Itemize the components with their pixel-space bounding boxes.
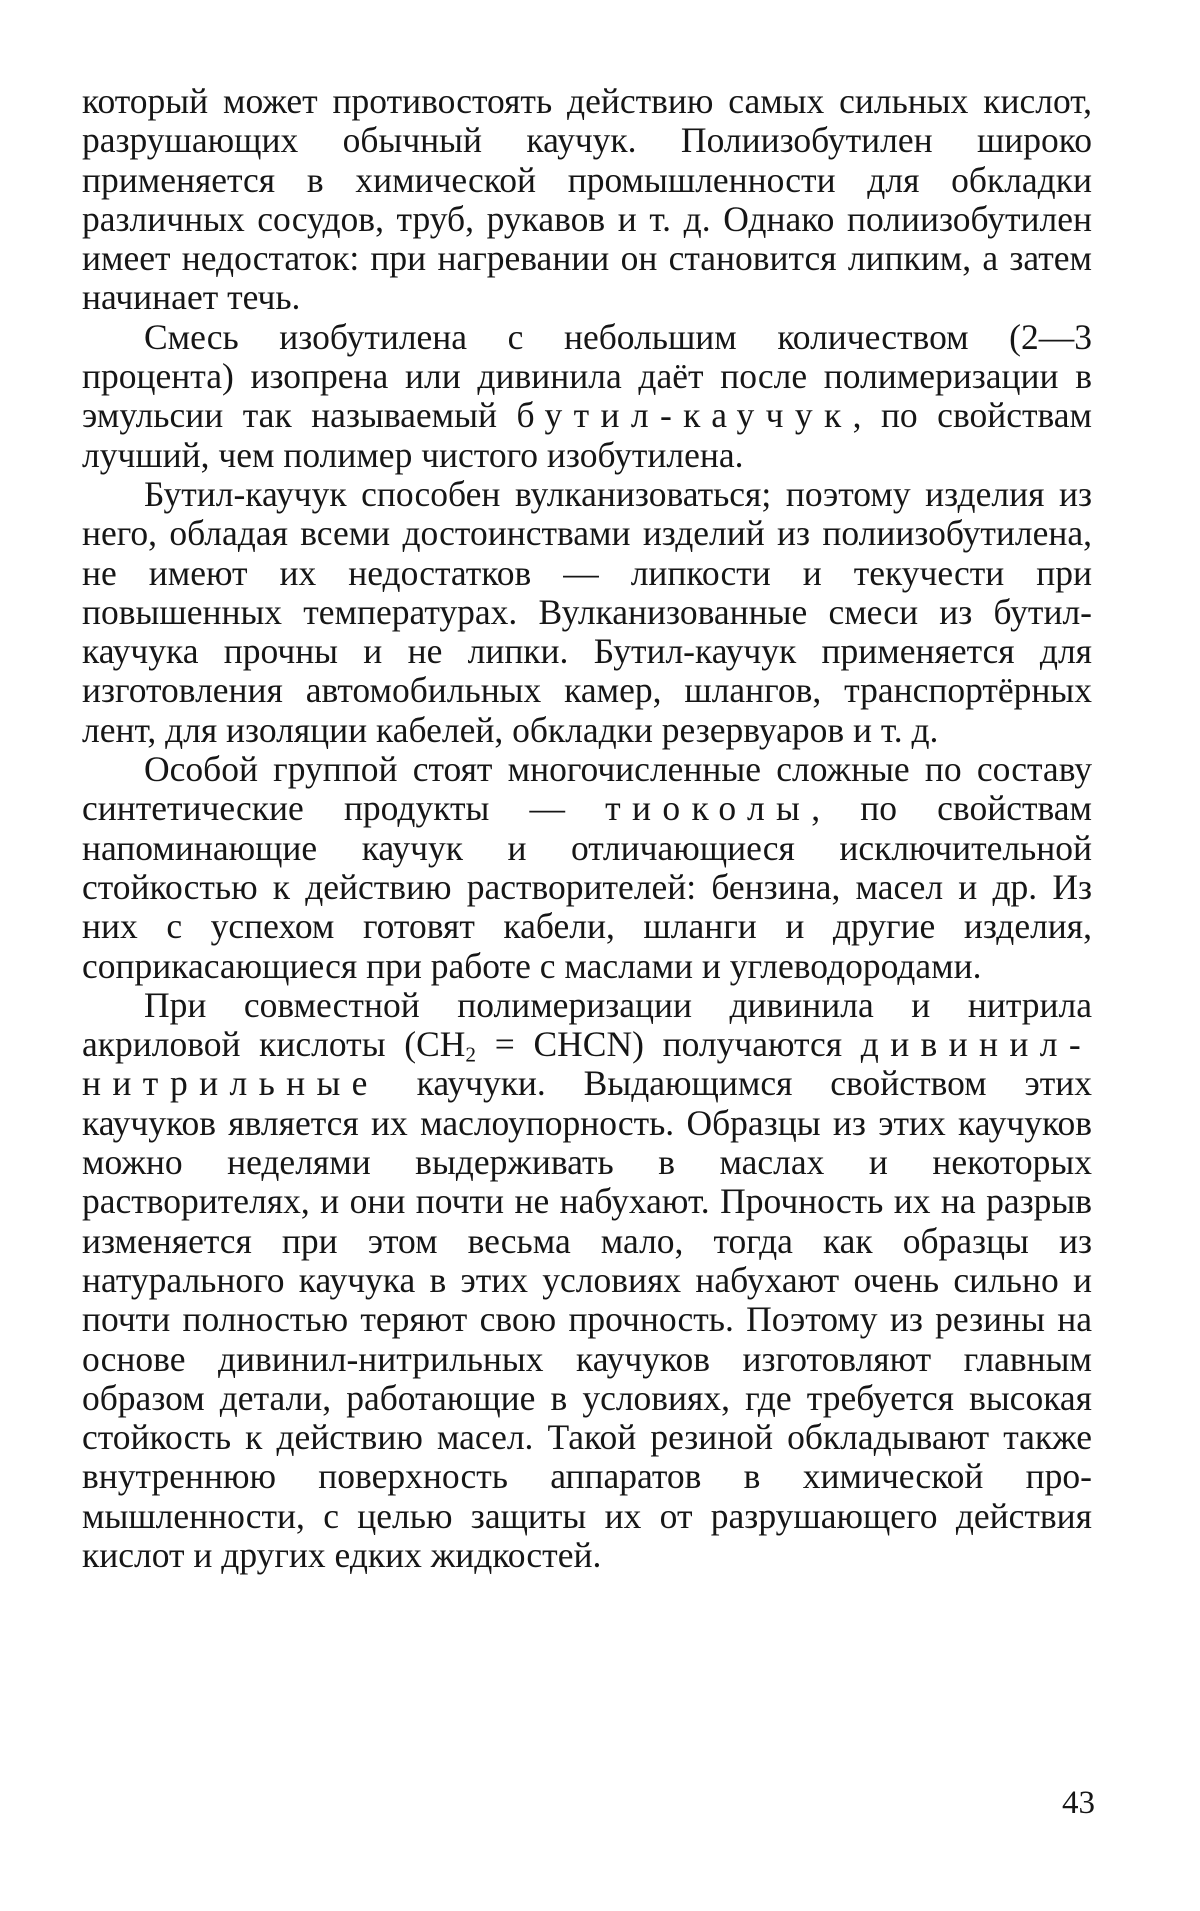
paragraph-5-text-a: При совместной полимеризации дивинила и нитрила акриловой кислоты (CH xyxy=(82,984,1092,1065)
paragraph-5-text-c: каучуки. Выдающимся свойством этих каучуков является их маслоупорность. Образцы из этих каучуков можно неделями выдерживать в маслах и некоторых растворителях, и они почти не набухают. Прочность их на разрыв изменяется при этом весьма мало, тогда как образцы из натурального каучука в этих условиях набухают очень сильно и почти полностью теряют свою прочность. Поэтому из резины на основе дивинил-нитрильных каучуков изготовляют главным образом детали, работающие в условиях, где требуется высокая стойкость к действию масел. Такой резиной обкладывают также внутреннюю поверхность аппаратов в химической промышленности, с целью защиты их от разрушающего действия кислот и других едких жидкостей. xyxy=(82,1063,1092,1575)
page-number: 43 xyxy=(1062,1785,1095,1821)
paragraph-1-text: который может противостоять действию самых сильных кислот, разрушающих обычный каучук. Полиизобутилен широко применяется в химической промышленности для обкладки различных сосудов, труб, рукавов и т. д. Однако полиизобутилен имеет недостаток: при нагревании он становится липким, а затем начинает течь. xyxy=(82,81,1092,318)
paragraph-5 xyxy=(82,986,1092,1575)
paragraph-4-text-b: , по свойствам напоминающие каучук и отличающиеся исключительной стойкостью к действию растворителей: бензина, масел и др. Из них с успехом готовят кабели, шланги и другие изделия, соприкасающиеся при работе с маслами и углеводородами. xyxy=(82,788,1092,986)
paragraph-4-text-a: Особой группой стоят многочисленные сложные по составу синтетические продукты — xyxy=(82,749,1092,829)
paragraph-2-text-a: Смесь изобутилена с небольшим количеством (2—3 процента) изопрена или дивинила даёт после полимеризации в эмульсии так называемый xyxy=(82,316,1092,436)
paragraph-3-text: Бутил-каучук способен вулканизоваться; поэтому изделия из него, обладая всеми достоинствами изделий из полиизобутилена, не имеют их недостатков — липкости и текучести при повышенных температурах. Вулканизованные смеси из бутил-каучука прочны и не липки. Бутил-каучук применяется для изготовления автомобильных камер, шлангов, транспортёрных лент, для изоляции кабелей, обкладки резервуаров и т. д. xyxy=(82,473,1092,750)
paragraph-5-text-b: = CHCN) получаются xyxy=(476,1024,861,1065)
paragraph-2 xyxy=(82,318,1092,475)
term-thiokols: тиоколы xyxy=(605,788,812,829)
formula-subscript: 2 xyxy=(465,1042,477,1067)
term-butyl-rubber: бутил-каучук xyxy=(516,395,853,436)
paragraph-3 xyxy=(82,475,1092,750)
body-text xyxy=(82,82,1092,1575)
paragraph-2-text-b: , по свойствам лучший, чем полимер чистого изобутилена. xyxy=(82,395,1092,475)
term-nitrile-rubbers: дивинил-нитрильные xyxy=(82,1024,1092,1104)
paragraph-4 xyxy=(82,750,1092,986)
paragraph-1 xyxy=(82,82,1092,318)
